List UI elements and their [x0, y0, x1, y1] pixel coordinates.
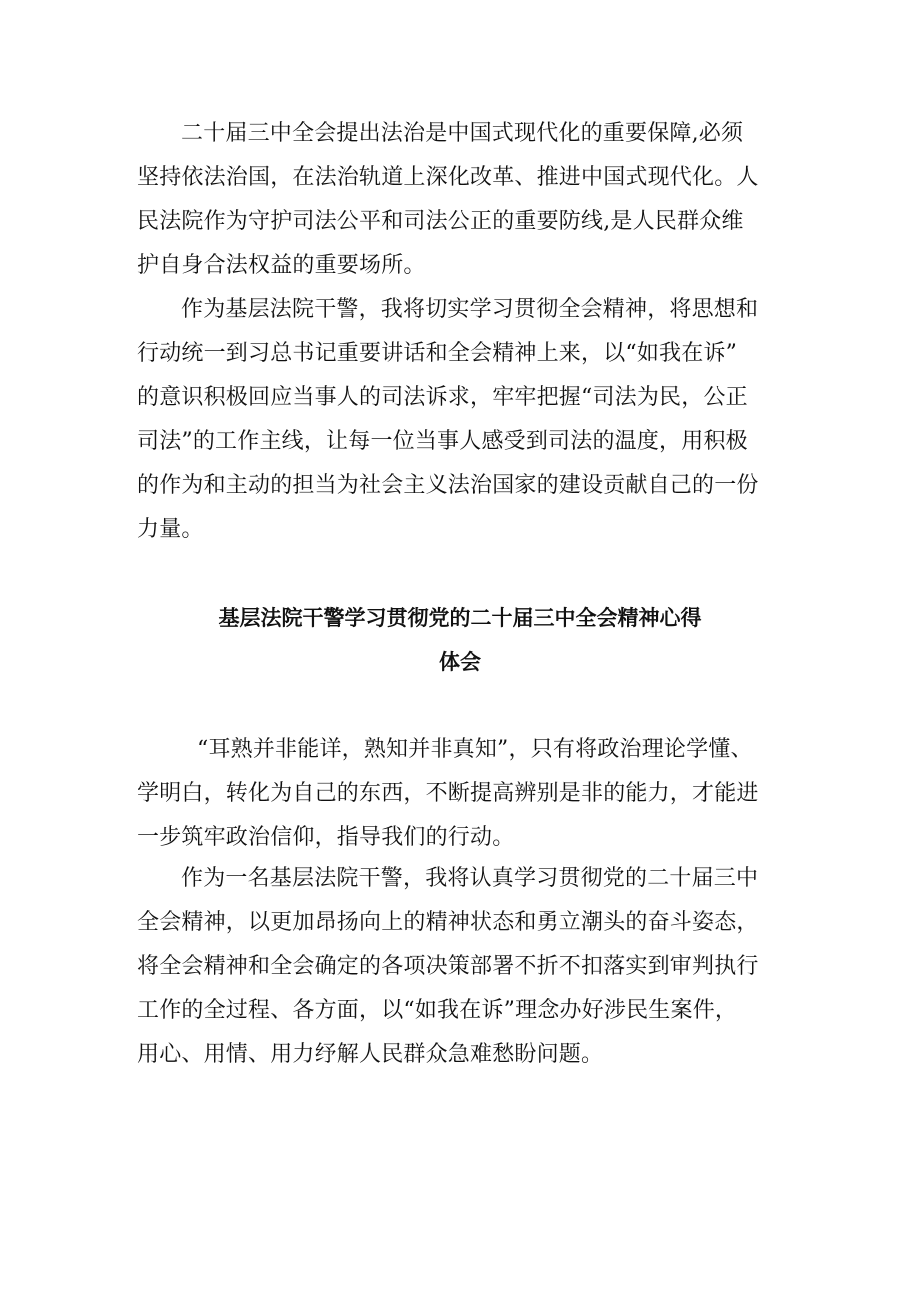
paragraph-1	[137, 112, 787, 288]
paragraph-line: 一步筑牢政治信仰，指导我们的行动。	[137, 825, 515, 850]
paragraph-line: 的意识积极回应当事人的司法诉求，牢牢把握“司法为民，公正	[137, 385, 748, 410]
paragraph-line: 用心、用情、用力纾解人民群众急难愁盼问题。	[137, 1042, 604, 1067]
paragraph-line: 护自身合法权益的重要场所。	[137, 253, 426, 278]
paragraph-line: 的作为和主动的担当为社会主义法治国家的建设贡献自己的一份	[137, 473, 759, 498]
paragraph-line: 作为一名基层法院干警，我将认真学习贯彻党的二十届三中	[181, 866, 759, 891]
paragraph-line: 二十届三中全会提出法治是中国式现代化的重要保障,必须	[181, 121, 744, 146]
paragraph-3	[137, 728, 787, 860]
paragraph-line: 司法”的工作主线，让每一位当事人感受到司法的温度，用积极	[137, 429, 748, 454]
paragraph-line: 工作的全过程、各方面，以“如我在诉”理念办好涉民生案件，	[137, 998, 738, 1023]
paragraph-line: 力量。	[137, 517, 204, 542]
paragraph-line: “耳熟并非能详，熟知并非真知”，只有将政治理论学懂、	[197, 737, 753, 762]
paragraph-line: 坚持依法治国，在法治轨道上深化改革、推进中国式现代化。人	[137, 165, 759, 190]
paragraph-line: 民法院作为守护司法公平和司法公正的重要防线,是人民群众维	[137, 209, 744, 234]
section-title	[0, 596, 920, 684]
paragraph-line: 行动统一到习总书记重要讲话和全会精神上来，以“如我在诉”	[137, 341, 738, 366]
title-line: 体会	[439, 650, 481, 674]
paragraph-line: 将全会精神和全会确定的各项决策部署不折不扣落实到审判执行	[137, 954, 759, 979]
paragraph-4	[137, 857, 787, 1077]
paragraph-line: 作为基层法院干警，我将切实学习贯彻全会精神，将思想和	[181, 297, 759, 322]
paragraph-line: 学明白，转化为自己的东西，不断提高辨别是非的能力，才能进	[137, 781, 759, 806]
title-line: 基层法院干警学习贯彻党的二十届三中全会精神心得	[218, 606, 702, 630]
paragraph-line: 全会精神，以更加昂扬向上的精神状态和勇立潮头的奋斗姿态，	[137, 910, 759, 935]
paragraph-2	[137, 288, 787, 552]
